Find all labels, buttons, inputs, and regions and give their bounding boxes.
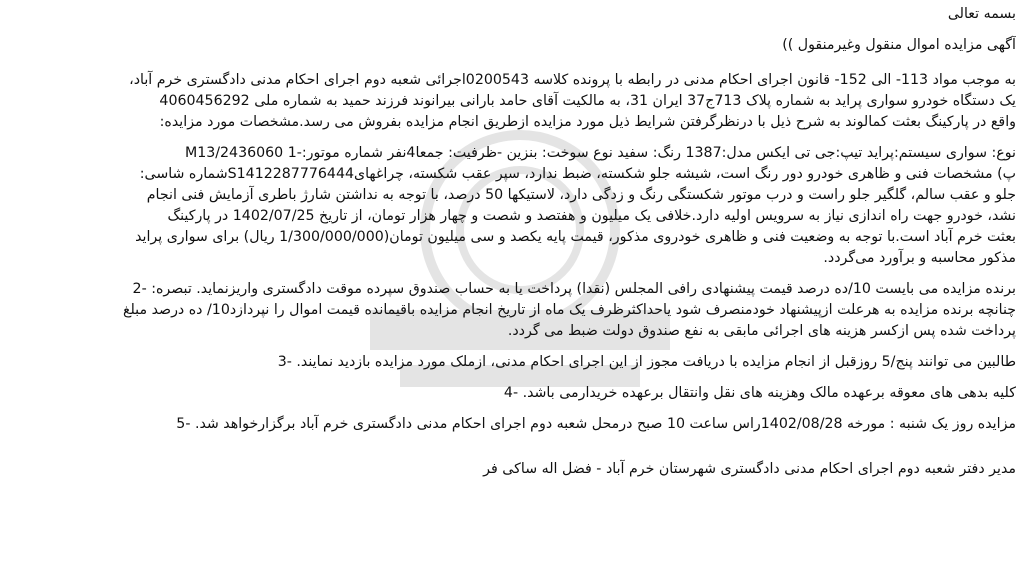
intro-line: یک دستگاه خودرو سواری پراید به شماره پلاک 713ج37 ایران 31، به مالکیت آقای حامد بارانی بیرانوند فرزند حمید به شماره ملی 4060456292: [159, 93, 1016, 109]
spec-line: جلو و عقب سالم، گلگیر جلو راست و درب موتور شکستگی رنگ و زدگی دارد، لاستیکها 50 درصد، با توجه به نداشتن شارژ باطری آزمایش فنی انجام: [146, 187, 1016, 203]
notice-document: [10, 4, 1016, 560]
specifications-paragraph: [10, 143, 1016, 269]
clause-2-paragraph: [10, 279, 1016, 342]
clause-line: چنانچه برنده مزایده به هرعلت ازپیشنهاد خودمنصرف شود یاحداکثرظرف یک ماه از تاریخ انجام مزایده باقیمانده قیمت اموال را نپردازد10/ ده درصد مبلغ: [122, 302, 1016, 318]
clause-4: کلیه بدهی های معوقه برعهده مالک وهزینه های نقل وانتقال برعهده خریدارمی باشد. -4: [503, 385, 1016, 401]
clause-3: طالبین می توانند پنج/5 روزقبل از انجام مزایده با دریافت مجوز از این اجرای احکام مدنی، ازملک مورد مزایده بازدید نمایند. -3: [277, 354, 1016, 370]
spec-line: نوع: سواری سیستم:پراید تیپ:جی تی ایکس مدل:1387 رنگ: سفید نوع سوخت: بنزین -ظرفیت: جمعا4نفر شماره موتور:-1 M13/2436060: [184, 145, 1016, 161]
spec-line: پ) مشخصات فنی و ظاهری خودرو دور رنگ است، شیشه جلو شکسته، ضبط ندارد، سپر عقب شکسته، چراغهایS1412287776444شماره شاسی:: [139, 166, 1016, 182]
spec-line: بعثت خرم آباد است.با توجه به وضعیت فنی و ظاهری خودروی مذکور، قیمت پایه یکصد و سی میلیون تومان(1/300/000/000 ریال) برای سواری پراید: [135, 229, 1016, 245]
signature: مدیر دفتر شعبه دوم اجرای احکام مدنی دادگستری شهرستان خرم آباد - فضل اله ساکی فر: [483, 461, 1016, 477]
basmala: بسمه تعالی: [947, 6, 1016, 22]
spec-line: مذکور محاسبه و برآورد می‌گردد.: [823, 250, 1016, 266]
intro-paragraph: [10, 70, 1016, 133]
notice-title: آگهی مزایده اموال منقول وغیرمنقول )): [782, 37, 1016, 53]
intro-line: واقع در پارکینگ بعثت کمالوند به شرح ذیل با درنظرگرفتن شرایط ذیل مورد مزایده ازطریق انجام مزایده بفروش می رسد.مشخصات مورد مزایده:: [159, 114, 1016, 130]
intro-line: به موجب مواد 113- الی 152- قانون اجرای احکام مدنی در رابطه با پرونده کلاسه 0200543اجرائی شعبه دوم اجرای احکام مدنی دادگستری خرم آباد،: [129, 72, 1016, 88]
clause-5: مزایده روز یک شنبه : مورخه 1402/08/28راس ساعت 10 صبح درمحل شعبه دوم اجرای احکام مدنی دادگستری خرم آباد برگزارخواهد شد. -5: [176, 416, 1016, 432]
clause-line: پرداخت شده پس ازکسر هزینه های اجرائی مابقی به نفع صندوق دولت ضبط می گردد.: [507, 323, 1016, 339]
clause-line: برنده مزایده می بایست 10/ده درصد قیمت پیشنهادی رافی المجلس (نقدا) پرداخت یا به حساب صندوق سپرده موقت دادگستری واریزنماید. تبصره: -2: [132, 281, 1016, 297]
spec-line: نشد، خودرو جهت راه اندازی نیاز به سرویس اولیه دارد.خلافی یک میلیون و هفتصد و شصت و چهار هزار تومان، از تاریخ 1402/07/25 در پارکینگ: [167, 208, 1016, 224]
